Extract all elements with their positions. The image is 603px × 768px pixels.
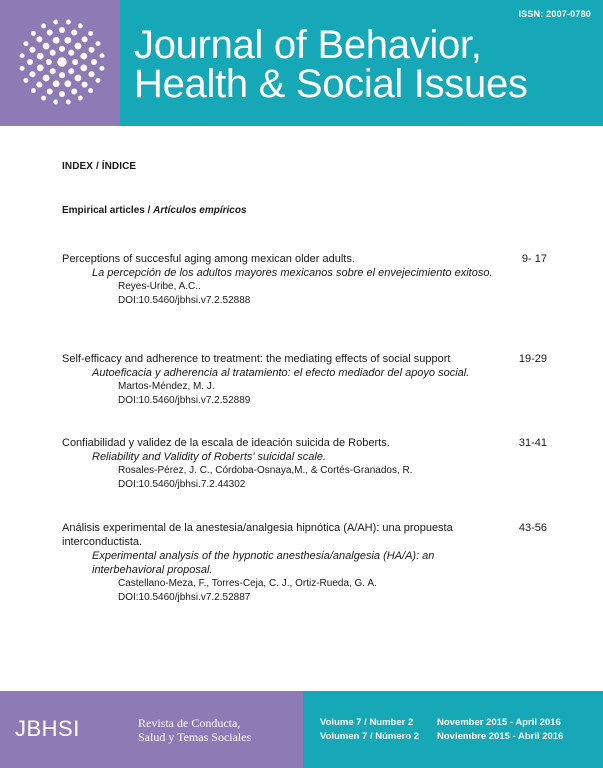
journal-title-line2: Health & Social Issues <box>134 62 528 106</box>
logo-dot <box>89 47 95 53</box>
logo-dot <box>37 53 44 60</box>
article-pages: 19-29 <box>518 353 547 365</box>
logo-dot <box>43 75 50 82</box>
logo-dot <box>75 75 82 82</box>
logo-dot <box>88 31 93 36</box>
sunburst-dots-logo-icon <box>15 15 109 109</box>
logo-dot <box>59 72 65 78</box>
logo-dot <box>53 37 60 44</box>
logo-dot <box>68 50 74 56</box>
footer-volume <box>320 716 419 744</box>
article-pages: 43-56 <box>518 522 547 534</box>
logo-dot <box>50 68 56 74</box>
issn-label: ISSN: 2007-0780 <box>518 9 591 19</box>
logo-dot <box>96 78 101 83</box>
logo-dot <box>36 36 42 42</box>
article-title[interactable]: Confiabilidad y validez de la escala de ideación suicida de Roberts. <box>62 437 390 449</box>
logo-dot <box>27 59 33 65</box>
article-doi[interactable]: DOI:10.5460/jbhsi.v7.2.52888 <box>118 295 251 306</box>
logo-dot <box>43 43 50 50</box>
logo-dot <box>59 46 65 52</box>
logo-dot <box>24 78 29 83</box>
article-title[interactable]: Análisis experimental de la anestesia/analgesia hipnótica (A/AH): una propuesta interconductista. <box>62 522 453 548</box>
logo-dot <box>59 91 65 97</box>
logo-dot <box>20 53 25 58</box>
logo-dot <box>66 99 71 104</box>
article-entry[interactable] <box>62 436 547 492</box>
logo-dot <box>71 29 77 35</box>
logo-dot <box>50 50 56 56</box>
logo-dot <box>75 43 82 50</box>
logo-dot <box>66 20 71 25</box>
logo-dot <box>68 68 74 74</box>
article-entry[interactable] <box>62 521 547 605</box>
journal-title <box>134 23 528 106</box>
logo-dot <box>99 53 104 58</box>
footer-desc-line2: Salud y Temas Sociales <box>138 730 252 744</box>
article-subtitle: Experimental analysis of the hypnotic anesthesia/analgesia (HA/A): an interbehavioral proposal. <box>92 550 435 576</box>
logo-dot <box>80 53 87 60</box>
logo-dot <box>37 64 44 71</box>
logo-dot <box>31 31 36 36</box>
article-authors: Martos-Méndez, M. J. <box>118 381 215 392</box>
logo-dot <box>53 99 58 104</box>
footer-date-en: November 2015 - April 2016 <box>437 717 561 728</box>
logo-dot <box>91 59 97 65</box>
article-doi[interactable]: DOI:10.5460/jbhsi.7.2.44302 <box>118 479 246 490</box>
footer-date <box>437 716 563 744</box>
logo-dot <box>82 36 88 42</box>
article-subtitle: La percepción de los adultos mayores mexicanos sobre el envejecimiento exitoso. <box>92 267 493 279</box>
article-authors: Castellano-Meza, F., Torres-Ceja, C. J., Ortiz-Rueda, G. A. <box>118 578 377 589</box>
article-doi[interactable]: DOI:10.5460/jbhsi.v7.2.52887 <box>118 592 251 603</box>
footer-journal-abbr: JBHSI <box>15 716 80 741</box>
logo-dot <box>80 64 87 71</box>
article-entry[interactable] <box>62 352 547 408</box>
logo-dot <box>88 88 93 93</box>
article-pages: 31-41 <box>518 437 547 449</box>
logo-dot <box>82 82 88 88</box>
logo-dot <box>72 59 78 65</box>
article-authors: Rosales-Pérez, J. C., Córdoba-Osnaya,M., & Cortés-Granados, R. <box>118 465 413 476</box>
logo-dot <box>64 37 71 44</box>
footer-volume-es: Volumen 7 / Número 2 <box>320 731 420 742</box>
footer-journal-description <box>138 716 251 744</box>
logo-dot <box>41 96 46 101</box>
logo-dot <box>71 89 77 95</box>
logo-dot <box>99 66 104 71</box>
article-subtitle: Autoeficacia y adherencia al tratamiento: el efecto mediador del apoyo social. <box>92 367 470 379</box>
footer-desc-line1: Revista de Conducta, <box>138 716 241 730</box>
index-heading: INDEX / ÍNDICE <box>62 161 137 172</box>
article-authors: Reyes-Uribe, A.C.. <box>118 281 201 292</box>
section-heading <box>62 205 247 216</box>
logo-dot <box>31 88 36 93</box>
logo-dot <box>20 66 25 71</box>
article-pages: 9- 17 <box>521 253 547 265</box>
logo-dot <box>47 89 53 95</box>
journal-header <box>0 0 603 126</box>
logo-dot <box>41 24 46 29</box>
logo-dot <box>29 71 35 77</box>
logo-dot <box>78 24 83 29</box>
logo-dot <box>78 96 83 101</box>
section-heading-en: Empirical articles / <box>62 205 154 216</box>
logo-dot <box>53 80 60 87</box>
article-entry[interactable] <box>62 252 547 308</box>
logo-dot <box>29 47 35 53</box>
logo-dot <box>47 29 53 35</box>
article-title[interactable]: Self-efficacy and adherence to treatment: the mediating effects of social support <box>62 353 451 365</box>
article-subtitle: Reliability and Validity of Roberts' suicidal scale. <box>92 451 327 463</box>
logo-dot <box>89 71 95 77</box>
logo-dot <box>59 27 65 33</box>
logo-dot <box>64 80 71 87</box>
logo-dot <box>46 59 52 65</box>
logo-dot <box>53 20 58 25</box>
footer-volume-en: Volume 7 / Number 2 <box>320 717 414 728</box>
logo-dot <box>24 41 29 46</box>
journal-title-line1: Journal of Behavior, <box>134 23 482 67</box>
section-heading-es: Artículos empíricos <box>153 205 247 216</box>
logo-center-dot <box>57 57 66 66</box>
header-logo-panel <box>0 0 120 126</box>
logo-dot <box>96 41 101 46</box>
article-title[interactable]: Perceptions of succesful aging among mexican older adults. <box>62 253 355 265</box>
footer-date-es: Noviembre 2015 - Abril 2016 <box>437 731 564 742</box>
article-doi[interactable]: DOI:10.5460/jbhsi.v7.2.52889 <box>118 395 251 406</box>
logo-dot <box>36 82 42 88</box>
